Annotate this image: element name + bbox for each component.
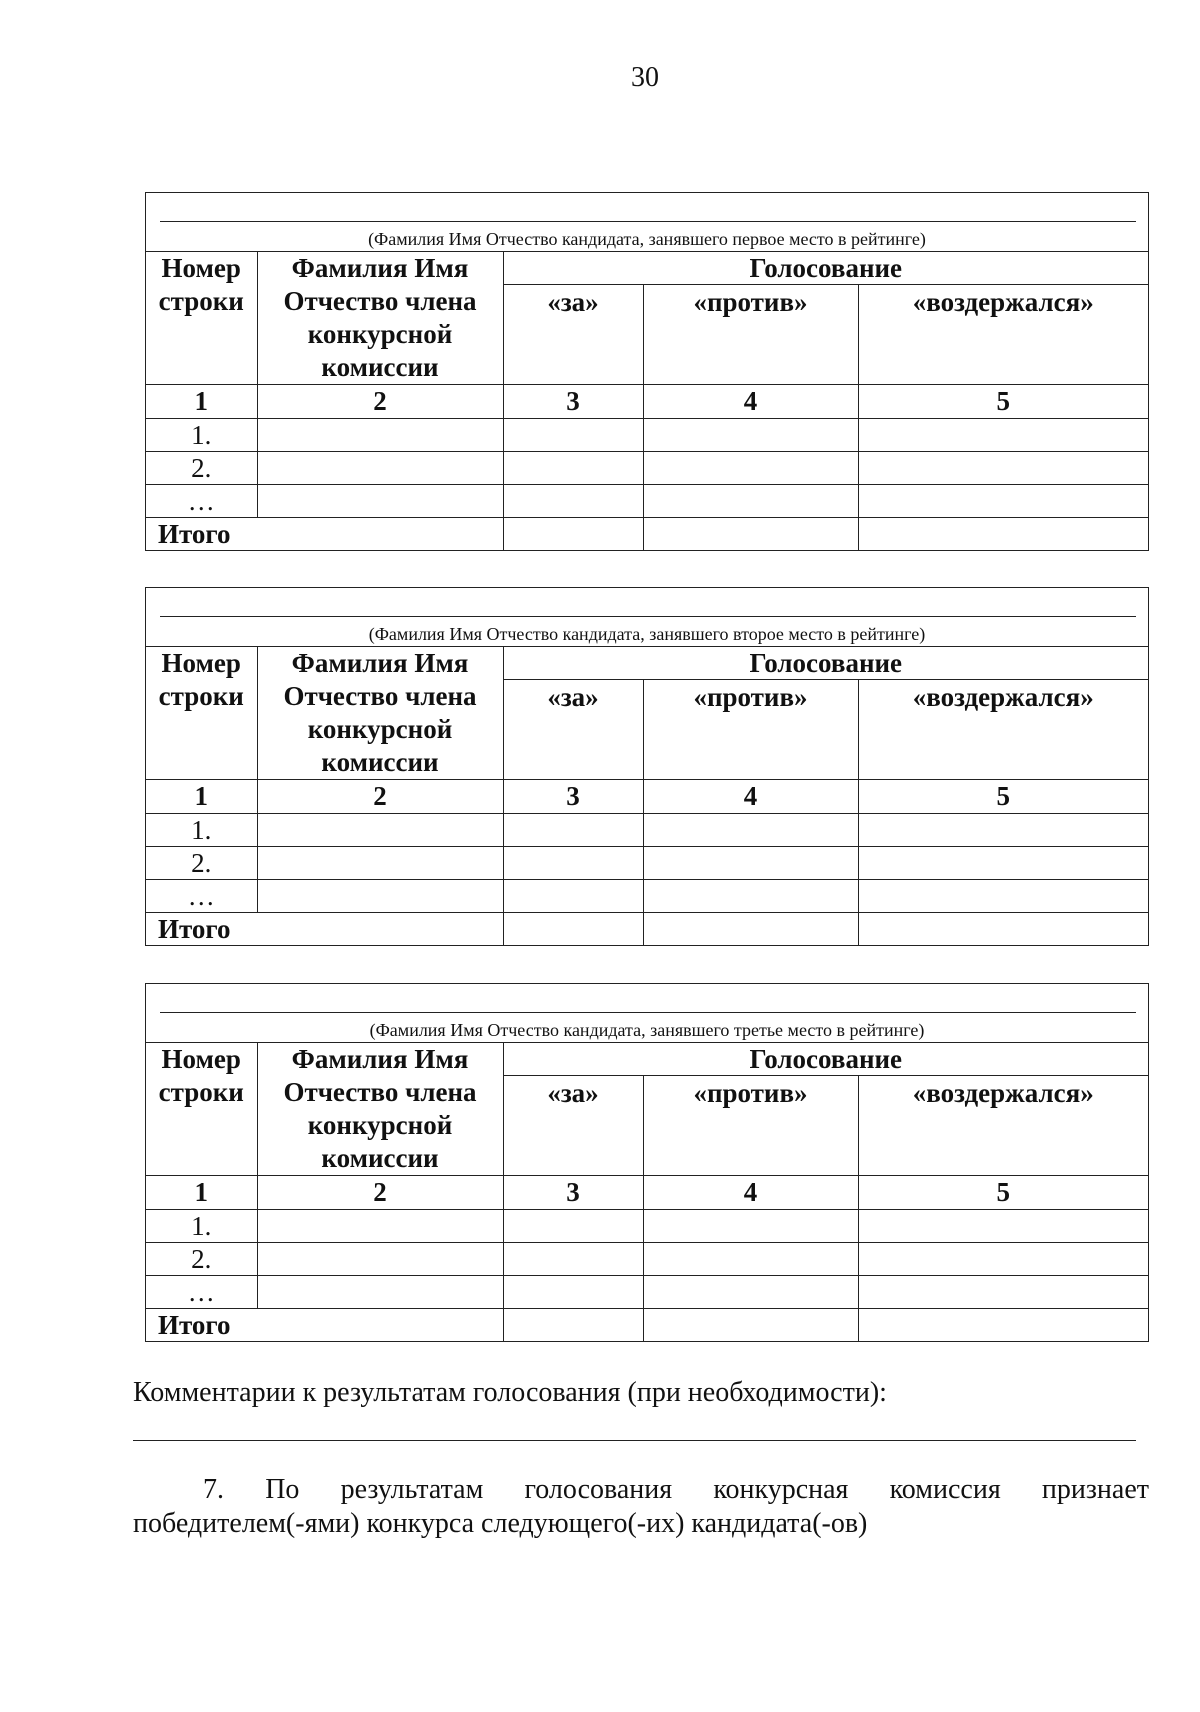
vote-abstained-cell[interactable] (858, 880, 1148, 913)
vote-abstained-cell[interactable] (858, 452, 1148, 485)
row-label: … (146, 1276, 257, 1309)
total-for-cell[interactable] (503, 913, 643, 946)
header-against: «против» (643, 1076, 858, 1176)
vote-for-cell[interactable] (503, 419, 643, 452)
header-member-name: Фамилия Имя Отчество члена конкурсной комиссии (257, 252, 503, 385)
col-number: 2 (257, 1176, 503, 1210)
vote-for-cell[interactable] (503, 485, 643, 518)
header-voting: Голосование (503, 1043, 1148, 1076)
row-label: 1. (146, 419, 257, 452)
table-row (146, 485, 1148, 518)
column-number-row (146, 1176, 1148, 1210)
paragraph-line-1: 7. По результатам голосования конкурсная комиссия признает (203, 1474, 1149, 1505)
candidate-name-line[interactable] (160, 616, 1136, 617)
total-abstained-cell[interactable] (858, 913, 1148, 946)
col-number: 4 (643, 1176, 858, 1210)
total-abstained-cell[interactable] (858, 518, 1148, 551)
row-label: … (146, 485, 257, 518)
member-name-cell[interactable] (257, 1276, 503, 1309)
comments-label: Комментарии к результатам голосования (при необходимости): (133, 1377, 887, 1408)
vote-for-cell[interactable] (503, 1210, 643, 1243)
vote-for-cell[interactable] (503, 814, 643, 847)
candidate-caption: (Фамилия Имя Отчество кандидата, занявшего второе место в рейтинге) (368, 624, 926, 644)
total-row (146, 518, 1148, 551)
member-name-cell[interactable] (257, 485, 503, 518)
col-number: 4 (643, 385, 858, 419)
row-label: 1. (146, 814, 257, 847)
paragraph-7 (133, 1473, 1149, 1541)
total-row (146, 1309, 1148, 1342)
vote-for-cell[interactable] (503, 1243, 643, 1276)
voting-table (146, 251, 1148, 550)
total-label: Итого (146, 913, 503, 946)
total-for-cell[interactable] (503, 518, 643, 551)
col-number: 5 (858, 780, 1148, 814)
header-for: «за» (503, 680, 643, 780)
member-name-cell[interactable] (257, 419, 503, 452)
header-for: «за» (503, 285, 643, 385)
total-against-cell[interactable] (643, 913, 858, 946)
header-member-name: Фамилия Имя Отчество члена конкурсной комиссии (257, 647, 503, 780)
total-against-cell[interactable] (643, 518, 858, 551)
column-number-row (146, 385, 1148, 419)
vote-for-cell[interactable] (503, 452, 643, 485)
header-abstained: «воздержался» (858, 1076, 1148, 1176)
header-row-number: Номер строки (146, 647, 257, 780)
header-row-number: Номер строки (146, 1043, 257, 1176)
member-name-cell[interactable] (257, 452, 503, 485)
vote-for-cell[interactable] (503, 880, 643, 913)
vote-abstained-cell[interactable] (858, 1243, 1148, 1276)
vote-abstained-cell[interactable] (858, 814, 1148, 847)
table-row (146, 1210, 1148, 1243)
vote-against-cell[interactable] (643, 847, 858, 880)
vote-against-cell[interactable] (643, 814, 858, 847)
header-against: «против» (643, 680, 858, 780)
row-label: 1. (146, 1210, 257, 1243)
vote-abstained-cell[interactable] (858, 1210, 1148, 1243)
header-row-number: Номер строки (146, 252, 257, 385)
comments-line[interactable] (133, 1440, 1136, 1441)
total-row (146, 913, 1148, 946)
vote-against-cell[interactable] (643, 419, 858, 452)
total-label: Итого (146, 1309, 503, 1342)
col-number: 3 (503, 780, 643, 814)
candidate-caption: (Фамилия Имя Отчество кандидата, занявшего третье место в рейтинге) (369, 1020, 925, 1040)
col-number: 1 (146, 385, 257, 419)
col-number: 5 (858, 385, 1148, 419)
vote-abstained-cell[interactable] (858, 419, 1148, 452)
col-number: 1 (146, 1176, 257, 1210)
candidate-name-area (146, 984, 1148, 1042)
header-abstained: «воздержался» (858, 285, 1148, 385)
total-against-cell[interactable] (643, 1309, 858, 1342)
header-voting: Голосование (503, 647, 1148, 680)
member-name-cell[interactable] (257, 814, 503, 847)
header-for: «за» (503, 1076, 643, 1176)
vote-for-cell[interactable] (503, 1276, 643, 1309)
vote-against-cell[interactable] (643, 1243, 858, 1276)
row-label: 2. (146, 847, 257, 880)
voting-table (146, 1042, 1148, 1341)
total-label: Итого (146, 518, 503, 551)
candidate-name-area (146, 588, 1148, 646)
candidate-name-line[interactable] (160, 221, 1136, 222)
col-number: 1 (146, 780, 257, 814)
table-row (146, 814, 1148, 847)
vote-against-cell[interactable] (643, 1210, 858, 1243)
vote-abstained-cell[interactable] (858, 847, 1148, 880)
total-abstained-cell[interactable] (858, 1309, 1148, 1342)
table-row (146, 880, 1148, 913)
member-name-cell[interactable] (257, 1243, 503, 1276)
vote-against-cell[interactable] (643, 485, 858, 518)
column-number-row (146, 780, 1148, 814)
candidate-name-line[interactable] (160, 1012, 1136, 1013)
candidate-name-area (146, 193, 1148, 251)
total-for-cell[interactable] (503, 1309, 643, 1342)
vote-against-cell[interactable] (643, 1276, 858, 1309)
table-row (146, 419, 1148, 452)
col-number: 3 (503, 1176, 643, 1210)
header-voting: Голосование (503, 252, 1148, 285)
col-number: 3 (503, 385, 643, 419)
voting-table-first-place (145, 192, 1149, 551)
header-abstained: «воздержался» (858, 680, 1148, 780)
col-number: 4 (643, 780, 858, 814)
col-number: 2 (257, 780, 503, 814)
table-row (146, 452, 1148, 485)
col-number: 5 (858, 1176, 1148, 1210)
header-against: «против» (643, 285, 858, 385)
vote-against-cell[interactable] (643, 452, 858, 485)
table-row (146, 1276, 1148, 1309)
row-label: 2. (146, 1243, 257, 1276)
vote-abstained-cell[interactable] (858, 485, 1148, 518)
table-row (146, 847, 1148, 880)
row-label: … (146, 880, 257, 913)
vote-against-cell[interactable] (643, 880, 858, 913)
row-label: 2. (146, 452, 257, 485)
voting-table-second-place (145, 587, 1149, 946)
table-row (146, 1243, 1148, 1276)
voting-table-third-place (145, 983, 1149, 1342)
header-member-name: Фамилия Имя Отчество члена конкурсной комиссии (257, 1043, 503, 1176)
member-name-cell[interactable] (257, 1210, 503, 1243)
vote-for-cell[interactable] (503, 847, 643, 880)
vote-abstained-cell[interactable] (858, 1276, 1148, 1309)
page-number: 30 (631, 62, 659, 93)
candidate-caption: (Фамилия Имя Отчество кандидата, занявшего первое место в рейтинге) (368, 229, 926, 249)
col-number: 2 (257, 385, 503, 419)
member-name-cell[interactable] (257, 880, 503, 913)
voting-table (146, 646, 1148, 945)
paragraph-line-2: победителем(-ями) конкурса следующего(-их) кандидата(-ов) (133, 1508, 868, 1539)
member-name-cell[interactable] (257, 847, 503, 880)
